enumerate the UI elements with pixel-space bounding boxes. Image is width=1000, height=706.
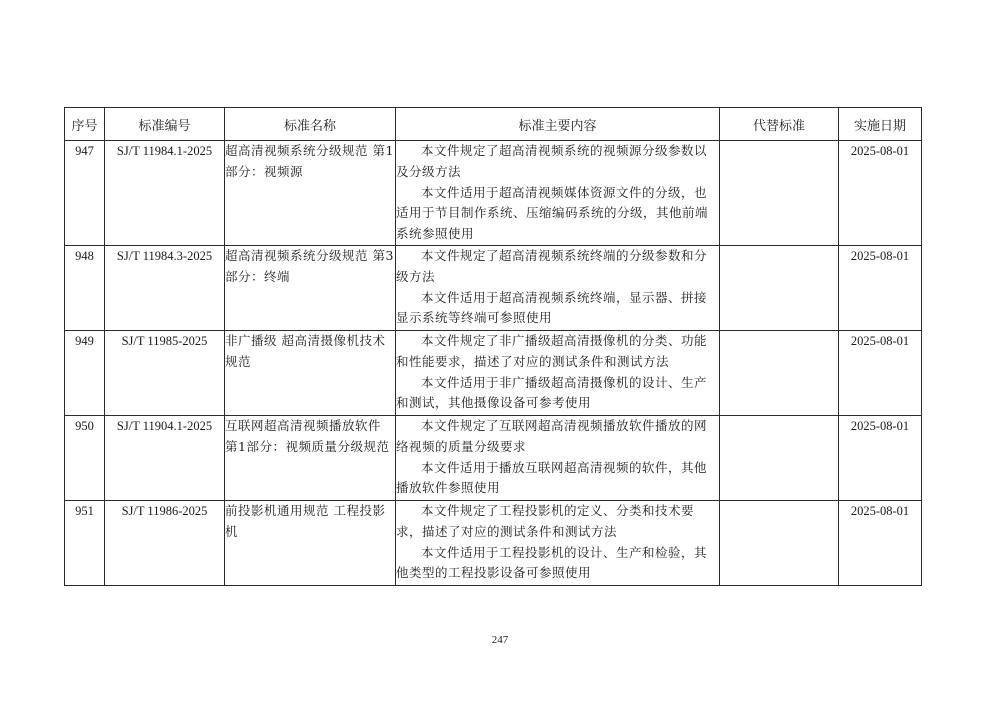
replaced-standard-cell (720, 246, 839, 331)
table-header-row (65, 108, 922, 141)
table-row (65, 141, 922, 246)
standard-name-cell: 前投影机通用规范 工程投影机 (225, 501, 396, 586)
content-paragraph: 本文件规定了非广播级超高清摄像机的分类、功能和性能要求，描述了对应的测试条件和测试方法 (396, 333, 708, 369)
standard-name-cell: 超高清视频系统分级规范 第3部分：终端 (225, 246, 396, 331)
serial-cell: 951 (65, 501, 105, 586)
implementation-date-cell: 2025-08-01 (839, 246, 922, 331)
implementation-date-cell: 2025-08-01 (839, 331, 922, 416)
standard-code-cell: SJ/T 11984.1-2025 (105, 141, 225, 246)
header-standard-name: 标准名称 (225, 108, 396, 141)
content-paragraph: 本文件规定了超高清视频系统的视频源分级参数以及分级方法 (396, 143, 708, 179)
header-serial: 序号 (65, 108, 105, 141)
table-row (65, 331, 922, 416)
table-row (65, 246, 922, 331)
serial-cell: 950 (65, 416, 105, 501)
standard-name-cell: 互联网超高清视频播放软件 第1部分：视频质量分级规范 (225, 416, 396, 501)
standard-name-cell: 超高清视频系统分级规范 第1部分：视频源 (225, 141, 396, 246)
table-row (65, 416, 922, 501)
standard-code-cell: SJ/T 11986-2025 (105, 501, 225, 586)
header-replaced-standard: 代替标准 (720, 108, 839, 141)
standard-code-cell: SJ/T 11984.3-2025 (105, 246, 225, 331)
content-paragraph: 本文件适用于超高清视频媒体资源文件的分级，也适用于节目制作系统、压缩编码系统的分级，其他前端系统参照使用 (396, 184, 709, 242)
header-standard-code: 标准编号 (105, 108, 225, 141)
standards-table (64, 107, 922, 586)
header-main-content: 标准主要内容 (396, 108, 720, 141)
implementation-date-cell: 2025-08-01 (839, 141, 922, 246)
page-number: 247 (491, 634, 509, 646)
replaced-standard-cell (720, 331, 839, 416)
content-paragraph: 本文件适用于播放互联网超高清视频的软件，其他播放软件参照使用 (396, 459, 708, 496)
serial-cell: 948 (65, 246, 105, 331)
replaced-standard-cell (720, 416, 839, 501)
content-paragraph: 本文件规定了工程投影机的定义、分类和技术要求，描述了对应的测试条件和测试方法 (396, 503, 695, 539)
main-content-cell (396, 246, 720, 331)
content-paragraph: 本文件适用于超高清视频系统终端，显示器、拼接显示系统等终端可参照使用 (396, 289, 708, 326)
header-implementation-date: 实施日期 (839, 108, 922, 141)
serial-cell: 947 (65, 141, 105, 246)
content-paragraph: 本文件规定了互联网超高清视频播放软件播放的网络视频的质量分级要求 (396, 418, 708, 454)
implementation-date-cell: 2025-08-01 (839, 501, 922, 586)
replaced-standard-cell (720, 141, 839, 246)
table-row (65, 501, 922, 586)
standard-name-cell: 非广播级 超高清摄像机技术规范 (225, 331, 396, 416)
serial-cell: 949 (65, 331, 105, 416)
replaced-standard-cell (720, 501, 839, 586)
main-content-cell (396, 416, 720, 501)
main-content-cell (396, 331, 720, 416)
content-paragraph: 本文件规定了超高清视频系统终端的分级参数和分级方法 (396, 248, 708, 284)
standard-code-cell: SJ/T 11904.1-2025 (105, 416, 225, 501)
standard-code-cell: SJ/T 11985-2025 (105, 331, 225, 416)
implementation-date-cell: 2025-08-01 (839, 416, 922, 501)
content-paragraph: 本文件适用于工程投影机的设计、生产和检验，其他类型的工程投影设备可参照使用 (396, 544, 708, 581)
content-paragraph: 本文件适用于非广播级超高清摄像机的设计、生产和测试，其他摄像设备可参考使用 (396, 374, 708, 411)
main-content-cell (396, 141, 720, 246)
main-content-cell (396, 501, 720, 586)
